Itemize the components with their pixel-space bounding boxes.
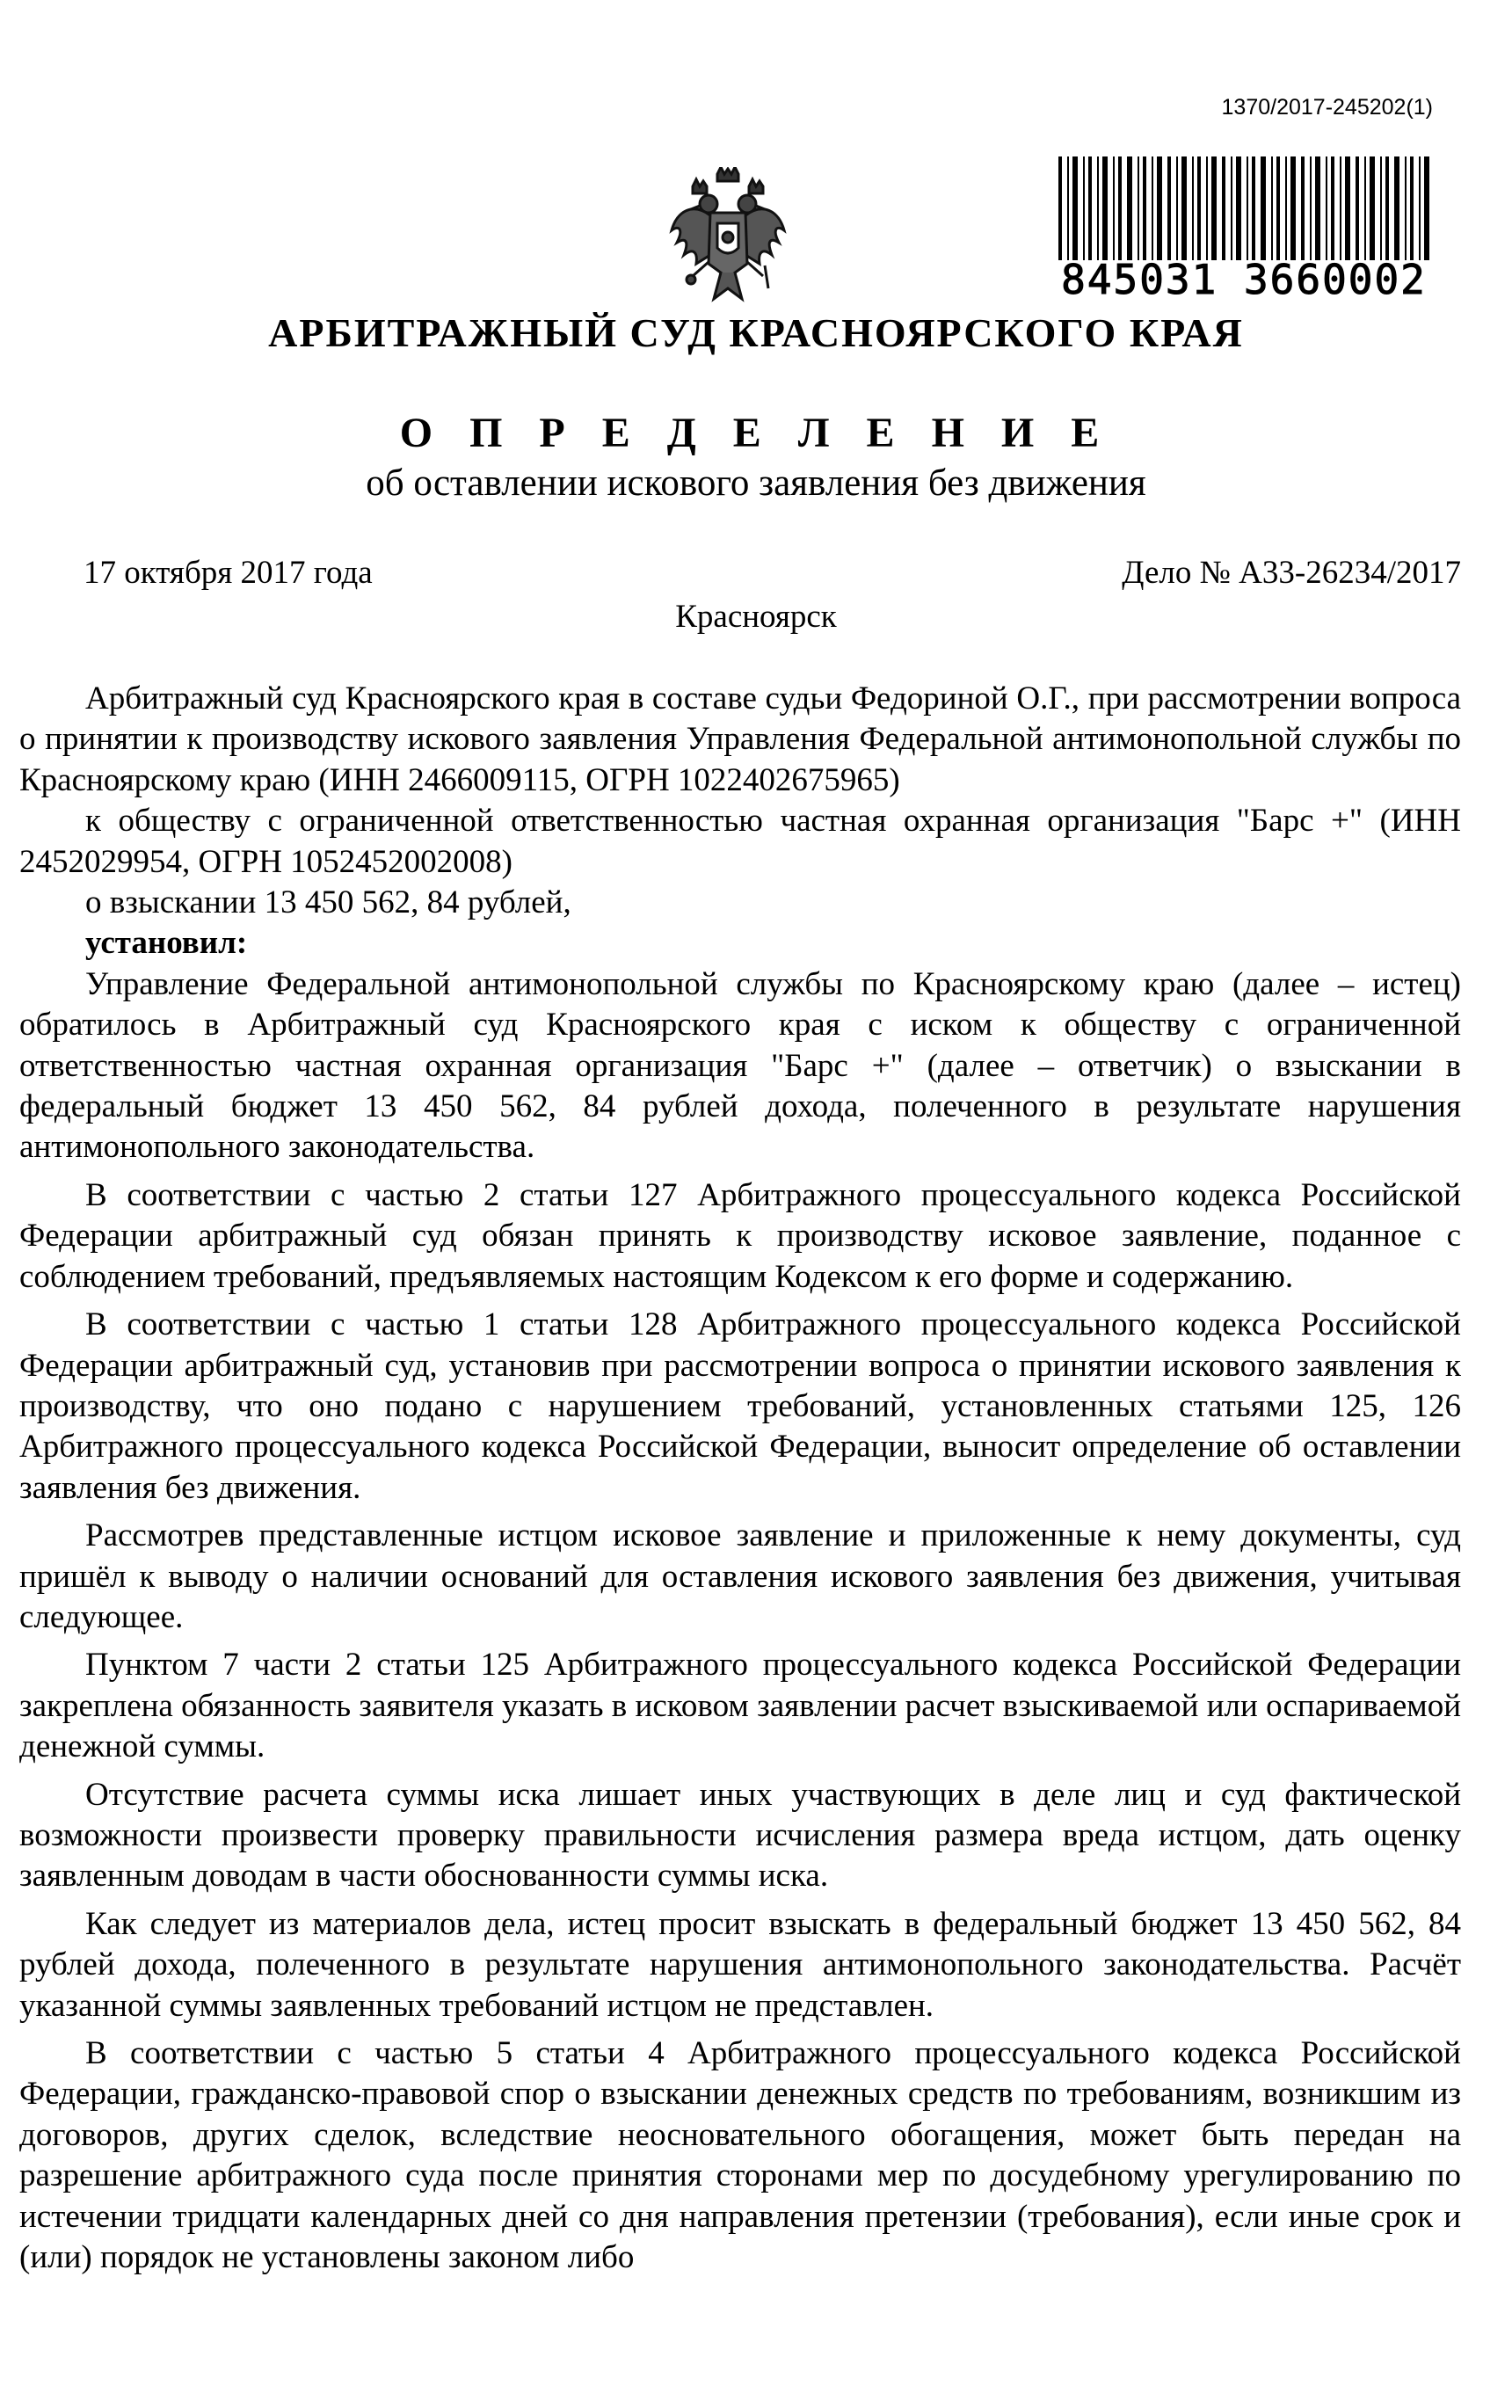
document-date: 17 октября 2017 года — [84, 555, 373, 591]
paragraph: Пунктом 7 части 2 статьи 125 Арбитражного процессуального кодекса Российской Федерации закреплена обязанность заявителя указать в исковом заявлении расчет взыскиваемой или оспариваемой денежной суммы. — [19, 1647, 1461, 1765]
paragraph: к обществу с ограниченной ответственностью частная охранная организация "Барс +" (ИНН 2452029954, ОГРН 1052452002008) — [19, 803, 1461, 880]
city: Красноярск — [675, 599, 837, 635]
paragraph: Отсутствие расчета суммы иска лишает иных участвующих в деле лиц и суд фактической возможности произвести проверку правильности исчисления размера вреда истцом, дать оценку заявленным доводам в части обоснованности суммы иска. — [19, 1776, 1461, 1895]
barcode-digits: 845031 3660002 — [1061, 256, 1427, 303]
paragraph: Рассмотрев представленные истцом исковое заявление и приложенные к нему документы, суд пришёл к выводу о наличии оснований для оставления искового заявления без движения, учитывая следующее. — [19, 1517, 1461, 1635]
ruling-verb: установил: — [85, 925, 248, 962]
paragraph: о взыскании 13 450 562, 84 рублей, — [85, 884, 571, 921]
paragraph: В соответствии с частью 2 статьи 127 Арбитражного процессуального кодекса Российской Федерации арбитражный суд обязан принять к производству исковое заявление, поданное с соблюдением требований, предъявляемых настоящим Кодексом к его форме и содержанию. — [19, 1176, 1461, 1295]
paragraph: В соответствии с частью 5 статьи 4 Арбитражного процессуального кодекса Российской Федерации, гражданско-правовой спор о взыскании денежных средств по требованиям, возникшим из договоров, других сделок, вследствие неосновательного обогащения, может быть передан на разрешение арбитражного суда после принятия сторонами мер по досудебному урегулированию по истечении тридцати календарных дней со дня направления претензии (требования), если иные срок и (или) порядок не установлены законом либо — [19, 2035, 1461, 2276]
document-title: О П Р Е Д Е Л Е Н И Е — [399, 410, 1113, 456]
case-number: Дело № А33-26234/2017 — [1122, 555, 1461, 591]
document-body — [19, 679, 1461, 2278]
paragraph: В соответствии с частью 1 статьи 128 Арбитражного процессуального кодекса Российской Федерации арбитражный суд, установив при рассмотрении вопроса о принятии искового заявления к производству, что оно подано с нарушением требований, установленных статьями 125, 126 Арбитражного процессуального кодекса Российской Федерации, выносит определение об оставлении заявления без движения. — [19, 1306, 1461, 1506]
document-number: 1370/2017-245202(1) — [1221, 95, 1433, 120]
paragraph: Как следует из материалов дела, истец просит взыскать в федеральный бюджет 13 450 562, 84 рублей дохода, полеченного в результате нарушения антимонопольного законодательства. Расчёт указанной суммы заявленных требований истцом не представлен. — [19, 1905, 1461, 2024]
barcode — [1051, 156, 1436, 302]
russian-coat-of-arms-icon — [666, 167, 789, 308]
document-subtitle: об оставлении искового заявления без движения — [366, 462, 1146, 504]
paragraph: Управление Федеральной антимонопольной службы по Красноярскому краю (далее – истец) обратилось в Арбитражный суд Красноярского края с иском к обществу с ограниченной ответственностью частная охранная организация "Барс +" (далее – ответчик) о взыскании в федеральный бюджет 13 450 562, 84 рублей дохода, полеченного в результате нарушения антимонопольного законодательства. — [19, 965, 1461, 1166]
paragraph: Арбитражный суд Красноярского края в составе судьи Федориной О.Г., при рассмотрении вопроса о принятии к производству искового заявления Управления Федеральной антимонопольной службы по Красноярскому краю (ИНН 2466009115, ОГРН 1022402675965) — [19, 680, 1461, 798]
court-name: АРБИТРАЖНЫЙ СУД КРАСНОЯРСКОГО КРАЯ — [268, 310, 1244, 355]
